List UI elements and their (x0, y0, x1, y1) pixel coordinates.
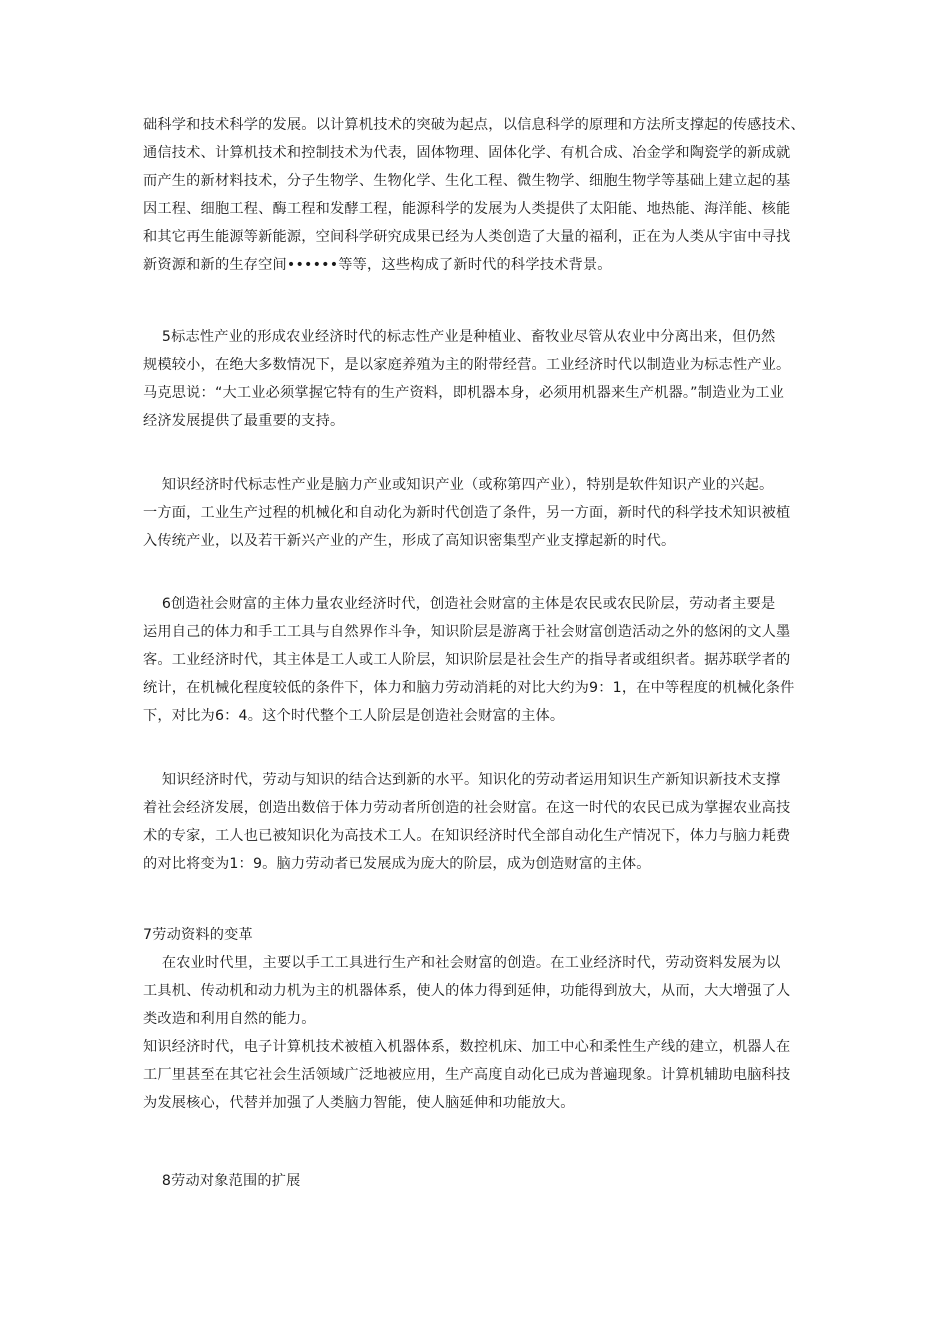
text-line: 为发展核心，代替并加强了人类脑力智能，使人脑延伸和功能放大。 (143, 1095, 575, 1111)
text-line: 术的专家，工人也已被知识化为高技术工人。在知识经济时代全部自动化生产情况下，体力与脑力耗费 (143, 828, 791, 844)
text-line: 在农业时代里，主要以手工工具进行生产和社会财富的创造。在工业经济时代，劳动资料发展为以 (143, 955, 781, 971)
text-line: 通信技术、计算机技术和控制技术为代表，固体物理、固体化学、有机合成、冶金学和陶瓷学的新成就 (143, 145, 791, 161)
text-line: 础科学和技术科学的发展。以计算机技术的突破为起点，以信息科学的原理和方法所支撑起的传感技术、 (143, 117, 805, 133)
text-line: 类改造和利用自然的能力。 (143, 1011, 316, 1027)
text-line: 和其它再生能源等新能源，空间科学研究成果已经为人类创造了大量的福利，正在为人类从宇宙中寻找 (143, 229, 791, 245)
text-line: 统计，在机械化程度较低的条件下，体力和脑力劳动消耗的对比大约为9：1，在中等程度的机械化条件 (143, 680, 795, 696)
text-line: 经济发展提供了最重要的支持。 (143, 413, 345, 429)
paragraph-section-6 (143, 590, 833, 730)
paragraph-knowledge-labor (143, 766, 833, 878)
paragraph-knowledge-industry (143, 471, 833, 555)
paragraph-science-background (143, 111, 833, 279)
paragraph-section-7 (143, 921, 833, 1117)
text-line: 马克思说：“大工业必须掌握它特有的生产资料，即机器本身，必须用机器来生产机器。”制造业为工业 (143, 385, 785, 401)
text-line: 知识经济时代，电子计算机技术被植入机器体系，数控机床、加工中心和柔性生产线的建立，机器人在 (143, 1039, 791, 1055)
text-line: 工厂里甚至在其它社会生活领域广泛地被应用，生产高度自动化已成为普遍现象。计算机辅助电脑科技 (143, 1067, 791, 1083)
section-heading: 7劳动资料的变革 (143, 927, 253, 943)
text-line: 入传统产业，以及若干新兴产业的产生，形成了高知识密集型产业支撑起新的时代。 (143, 533, 676, 549)
text-line: 因工程、细胞工程、酶工程和发酵工程，能源科学的发展为人类提供了太阳能、地热能、海洋能、核能 (143, 201, 791, 217)
text-line: 客。工业经济时代，其主体是工人或工人阶层，知识阶层是社会生产的指导者或组织者。据苏联学者的 (143, 652, 791, 668)
paragraph-section-8 (143, 1167, 833, 1195)
paragraph-section-5 (143, 323, 833, 435)
text-line: 知识经济时代标志性产业是脑力产业或知识产业（或称第四产业），特别是软件知识产业的兴起。 (143, 477, 774, 493)
text-line: 规模较小，在绝大多数情况下，是以家庭养殖为主的附带经营。工业经济时代以制造业为标志性产业。 (143, 357, 791, 373)
section-heading: 8劳动对象范围的扩展 (143, 1173, 301, 1189)
text-line: 的对比将变为1：9。脑力劳动者已发展成为庞大的阶层，成为创造财富的主体。 (143, 856, 651, 872)
text-line: 一方面，工业生产过程的机械化和自动化为新时代创造了条件，另一方面，新时代的科学技术知识被植 (143, 505, 791, 521)
text-line: 工具机、传动机和动力机为主的机器体系，使人的体力得到延伸，功能得到放大，从而，大大增强了人 (143, 983, 791, 999)
text-line: 知识经济时代，劳动与知识的结合达到新的水平。知识化的劳动者运用知识生产新知识新技术支撑 (143, 772, 781, 788)
text-line: 下，对比为6：4。这个时代整个工人阶层是创造社会财富的主体。 (143, 708, 565, 724)
text-line: 新资源和新的生存空间••••••等等，这些构成了新时代的科学技术背景。 (143, 257, 612, 273)
section-heading-line: 5标志性产业的形成农业经济时代的标志性产业是种植业、畜牧业尽管从农业中分离出来，但仍然 (143, 329, 776, 345)
text-line: 着社会经济发展，创造出数倍于体力劳动者所创造的社会财富。在这一时代的农民已成为掌握农业高技 (143, 800, 791, 816)
text-line: 运用自己的体力和手工工具与自然界作斗争，知识阶层是游离于社会财富创造活动之外的悠闲的文人墨 (143, 624, 791, 640)
text-line: 而产生的新材料技术，分子生物学、生物化学、生化工程、微生物学、细胞生物学等基础上建立起的基 (143, 173, 791, 189)
section-heading-line: 6创造社会财富的主体力量农业经济时代，创造社会财富的主体是农民或农民阶层，劳动者主要是 (143, 596, 776, 612)
